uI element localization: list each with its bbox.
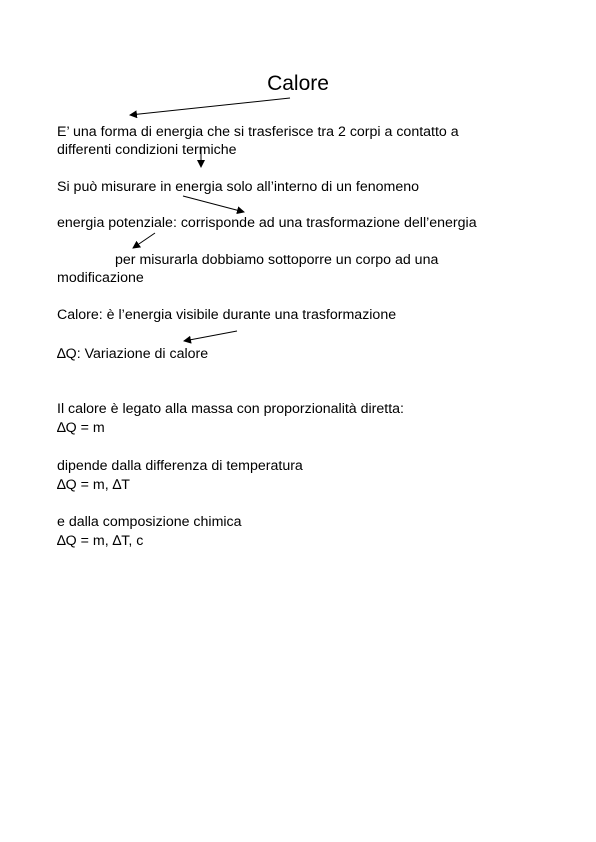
- arrow-to-variazione: [184, 331, 237, 341]
- text-line-temperature: dipende dalla differenza di temperatura: [57, 458, 303, 474]
- text-line-composition: e dalla composizione chimica: [57, 514, 242, 530]
- text-line-definition-1: E’ una forma di energia che si trasferisce tra 2 corpi a contatto a: [57, 124, 459, 140]
- text-line-definition-2: differenti condizioni termiche: [57, 142, 237, 158]
- formula-dq-m-dt: ∆Q = m, ∆T: [57, 477, 130, 493]
- page-title: Calore: [267, 72, 329, 95]
- arrow-to-misurarla: [133, 233, 155, 248]
- formula-dq-m-dt-c: ∆Q = m, ∆T, c: [57, 533, 144, 549]
- text-line-mass-relation: Il calore è legato alla massa con proporzionalità diretta:: [57, 401, 404, 417]
- text-line-potential-energy: energia potenziale: corrisponde ad una trasformazione dell’energia: [57, 215, 477, 231]
- arrow-title-to-definition: [130, 98, 290, 115]
- arrow-to-corrisponde: [183, 196, 244, 212]
- text-line-heat-definition: Calore: è l’energia visibile durante una trasformazione: [57, 307, 397, 323]
- text-line-modification: modificazione: [57, 270, 144, 286]
- formula-dq-m: ∆Q = m: [57, 420, 105, 436]
- text-line-delta-q: ∆Q: Variazione di calore: [57, 346, 209, 362]
- text-line-measure-method: per misurarla dobbiamo sottoporre un corpo ad una: [115, 252, 439, 268]
- text-line-measurement: Si può misurare in energia solo all’interno di un fenomeno: [57, 179, 419, 195]
